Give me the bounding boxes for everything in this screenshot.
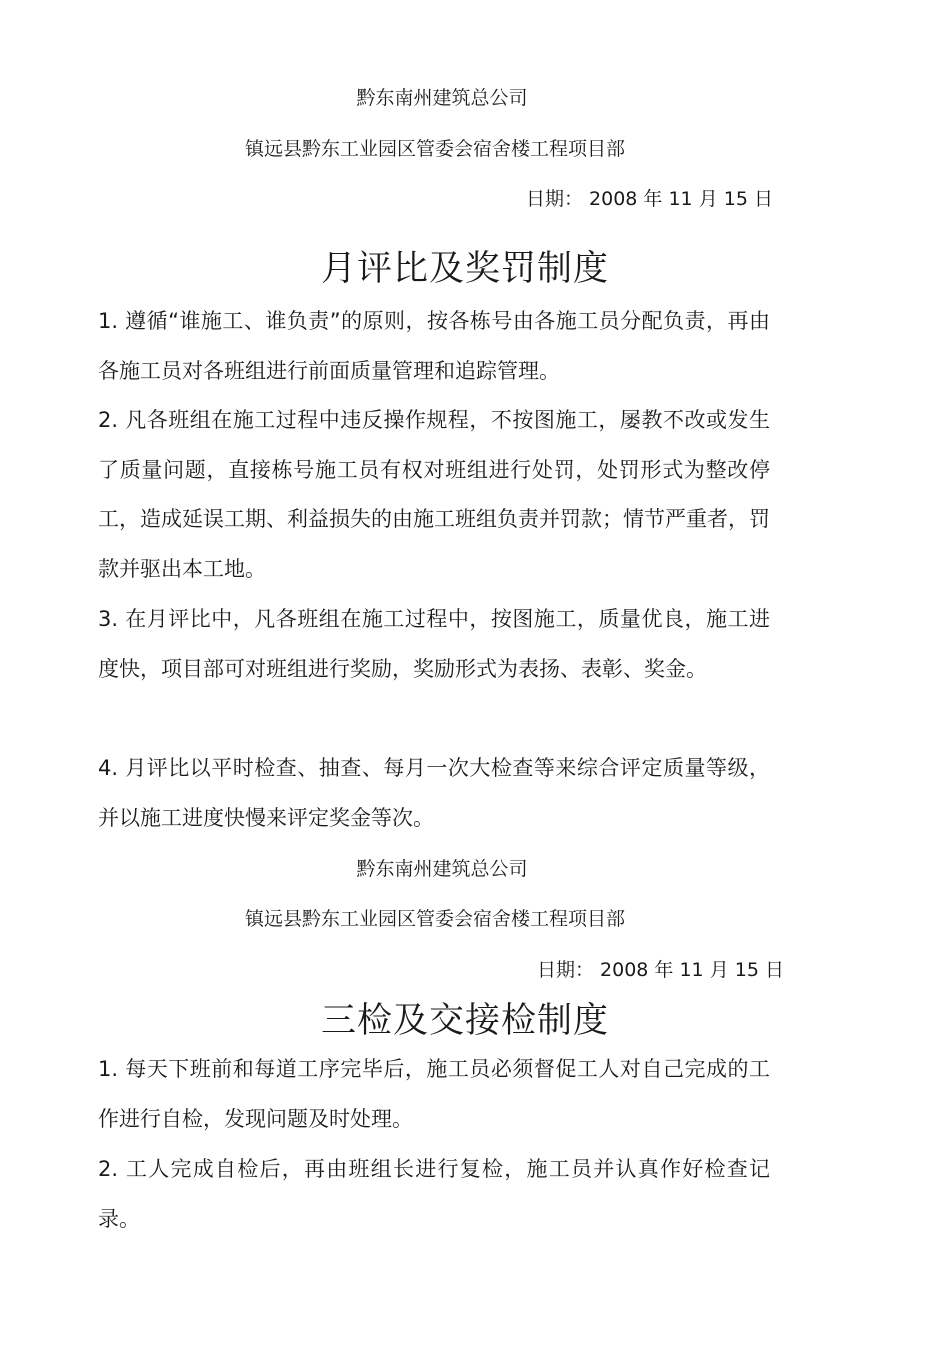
company-name: 黔东南州建筑总公司 [356,87,528,109]
section-title: 月评比及奖罚制度 [320,249,609,289]
rule-item-4: 4. 月评比以平时检查、抽查、每月一次大检查等来综合评定质量等级，并以施工进度快慢来评定奖金等次。 [98,756,770,830]
document-date: 日期： 2008 年 11 月 15 日 [526,188,773,210]
project-department: 镇远县黔东工业园区管委会宿舍楼工程项目部 [244,138,625,160]
document-date: 日期： 2008 年 11 月 15 日 [537,959,784,981]
rule-item-1: 1. 遵循“谁施工、谁负责”的原则，按各栋号由各施工员分配负责，再由各施工员对各班组进行前面质量管理和追踪管理。 [98,309,770,383]
company-name: 黔东南州建筑总公司 [356,858,528,880]
section-title: 三检及交接检制度 [320,1001,609,1041]
rule-item-2: 2. 工人完成自检后，再由班组长进行复检，施工员并认真作好检查记录。 [98,1157,770,1231]
rule-item-1: 1. 每天下班前和每道工序完毕后，施工员必须督促工人对自己完成的工作进行自检，发现问题及时处理。 [98,1057,770,1131]
rule-item-3: 3. 在月评比中，凡各班组在施工过程中，按图施工，质量优良，施工进度快，项目部可对班组进行奖励，奖励形式为表扬、表彰、奖金。 [98,607,770,681]
rule-item-2: 2. 凡各班组在施工过程中违反操作规程，不按图施工，屡教不改或发生了质量问题，直接栋号施工员有权对班组进行处罚，处罚形式为整改停工，造成延误工期、利益损失的由施工班组负责并罚款；情节严重者，罚款并驱出本工地。 [98,408,770,581]
project-department: 镇远县黔东工业园区管委会宿舍楼工程项目部 [244,908,625,930]
